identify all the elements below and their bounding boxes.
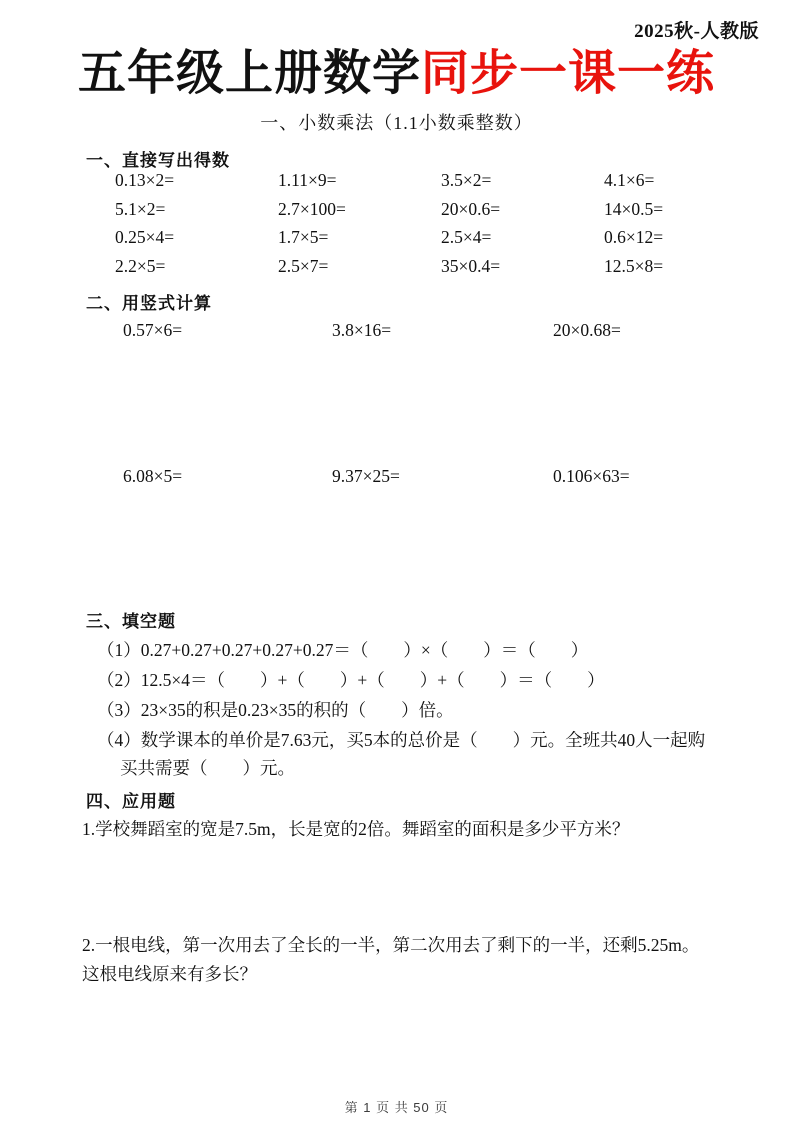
fill-blank-item-4-cont: 买共需要（ ）元。 <box>120 758 295 778</box>
math-problem: 4.1×6= <box>604 170 655 190</box>
math-problem: 20×0.6= <box>441 198 501 219</box>
word-problem-2-cont: 这根电线原来有多长？ <box>82 964 257 984</box>
math-problem: 6.08×5= <box>123 466 183 486</box>
word-problem-1: 1.学校舞蹈室的宽是7.5m，长是宽的2倍。舞蹈室的面积是多少平方米？ <box>82 819 630 839</box>
math-problem: 0.25×4= <box>115 227 175 247</box>
math-problem: 0.13×2= <box>115 170 175 190</box>
math-problem: 2.5×4= <box>441 227 492 247</box>
section4-heading: 四、应用题 <box>86 792 176 811</box>
page-title <box>0 48 793 100</box>
section2-row2 <box>123 465 753 487</box>
math-problem: 12.5×8= <box>604 255 664 276</box>
math-problem: 2.7×100= <box>278 198 346 219</box>
section2-row1 <box>123 319 753 341</box>
math-problem: 3.5×2= <box>441 170 492 190</box>
math-problem: 5.1×2= <box>115 198 166 219</box>
fill-blank-item-1: （1）0.27+0.27+0.27+0.27+0.27＝（ ）×（ ）＝（ ） <box>97 640 589 660</box>
math-problem: 2.2×5= <box>115 255 166 276</box>
math-problem: 0.6×12= <box>604 227 664 247</box>
fill-blank-item-2: （2）12.5×4＝（ ）+（ ）+（ ）+（ ）＝（ ） <box>97 670 605 690</box>
math-problem: 1.7×5= <box>278 227 329 247</box>
edition-label: 2025秋-人教版 <box>634 21 759 42</box>
math-problem: 20×0.68= <box>553 320 621 340</box>
page-number: 第 1 页 共 50 页 <box>344 1100 449 1115</box>
page-title-red: 同步一课一练 <box>421 47 716 100</box>
word-problem-2: 2.一根电线，第一次用去了全长的一半，第二次用去了剩下的一半，还剩5.25m。 <box>82 935 700 955</box>
fill-blank-item-4: （4）数学课本的单价是7.63元，买5本的总价是（ ）元。全班共40人一起购 <box>97 730 706 750</box>
math-problem: 14×0.5= <box>604 198 664 219</box>
section2-heading: 二、用竖式计算 <box>86 294 212 313</box>
math-problem: 0.57×6= <box>123 320 183 340</box>
lesson-subtitle: 一、小数乘法（1.1小数乘整数） <box>260 113 533 133</box>
math-problem: 1.11×9= <box>278 170 337 190</box>
math-problem: 0.106×63= <box>553 466 630 486</box>
section3-heading: 三、填空题 <box>86 612 176 631</box>
fill-blank-item-3: （3）23×35的积是0.23×35的积的（ ）倍。 <box>97 700 454 720</box>
section1-heading: 一、直接写出得数 <box>86 151 230 170</box>
math-problem: 9.37×25= <box>332 466 400 486</box>
math-problem: 3.8×16= <box>332 320 392 340</box>
math-problem: 2.5×7= <box>278 255 329 276</box>
section1-grid <box>115 170 767 277</box>
math-problem: 35×0.4= <box>441 255 501 276</box>
page-title-black: 五年级上册数学 <box>77 47 421 100</box>
